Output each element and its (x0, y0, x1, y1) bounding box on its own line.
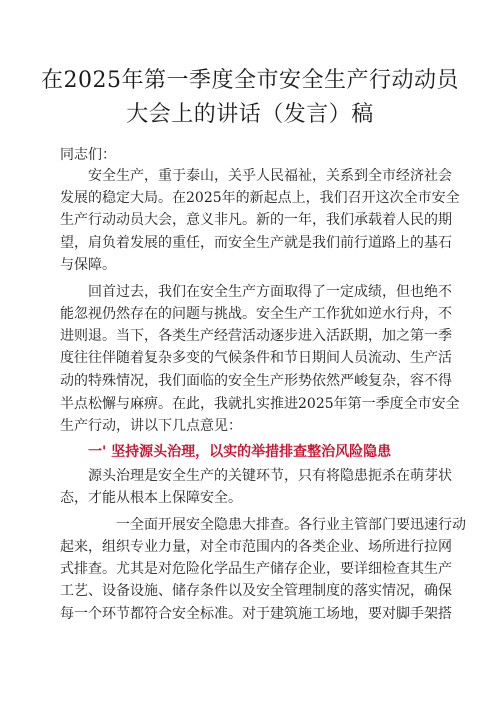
paragraph-3-line: 态，才能从根本上保障安全。 (60, 490, 242, 506)
paragraph-2-line: 回首过去，我们在安全生产方面取得了一定成绩，但也绝不 (88, 284, 452, 300)
greeting: 同志们： (60, 147, 116, 163)
paragraph-1-line: 安全生产，重于泰山，关乎人民福祉，关系到全市经济社会 (88, 168, 452, 184)
paragraph-2-line: 生产行动，讲以下几点意见： (60, 418, 242, 434)
paragraph-4-line: 每一个环节都符合安全标准。对于建筑施工场地，要对脚手架搭 (60, 606, 452, 622)
paragraph-2-line: 半点松懈与麻痹。在此，我就扎实推进2025年第一季度全市安全 (60, 396, 460, 412)
paragraph-1-line: 生产行动动员大会，意义非凡。新的一年，我们承载着人民的期 (60, 212, 452, 228)
paragraph-2-line: 动的特殊情况，我们面临的安全生产形势依然严峻复杂，容不得 (60, 373, 452, 389)
paragraph-4-line: 一全面开展安全隐患大排查。各行业主管部门要迅速行动 (116, 517, 466, 533)
paragraph-4-line: 式排查。尤其是对危险化学品生产储存企业，要详细检查其生产 (60, 561, 452, 577)
section-heading-1: 一' 坚持源头治理，以实的举措排查整治风险隐患 (88, 444, 392, 460)
paragraph-2-line: 能忽视仍然存在的问题与挑战。安全生产工作犹如逆水行舟，不 (60, 306, 452, 322)
paragraph-1-line: 与保障。 (60, 257, 116, 273)
paragraph-1-line: 望，肩负着发展的重任，而安全生产就是我们前行道路上的基石 (60, 235, 452, 251)
paragraph-4-line: 工艺、设备设施、储存条件以及安全管理制度的落实情况，确保 (60, 583, 452, 599)
document-title-line-1: 在2025年第一季度全市安全生产行动动员 (41, 68, 459, 93)
paragraph-1-line: 发展的稳定大局。在2025年的新起点上，我们召开这次全市安全 (60, 190, 460, 206)
paragraph-3-line: 源头治理是安全生产的关键环节，只有将隐患扼杀在萌芽状 (88, 468, 452, 484)
paragraph-4-line: 起来，组织专业力量，对全市范围内的各类企业、场所进行拉网 (60, 539, 452, 555)
document-title-line-2: 大会上的讲话（发言）稿 (126, 102, 374, 127)
paragraph-2-line: 度往往伴随着复杂多变的气候条件和节日期间人员流动、生产活 (60, 350, 452, 366)
paragraph-2-line: 进则退。当下，各类生产经营活动逐步进入活跃期，加之第一季 (60, 328, 452, 344)
